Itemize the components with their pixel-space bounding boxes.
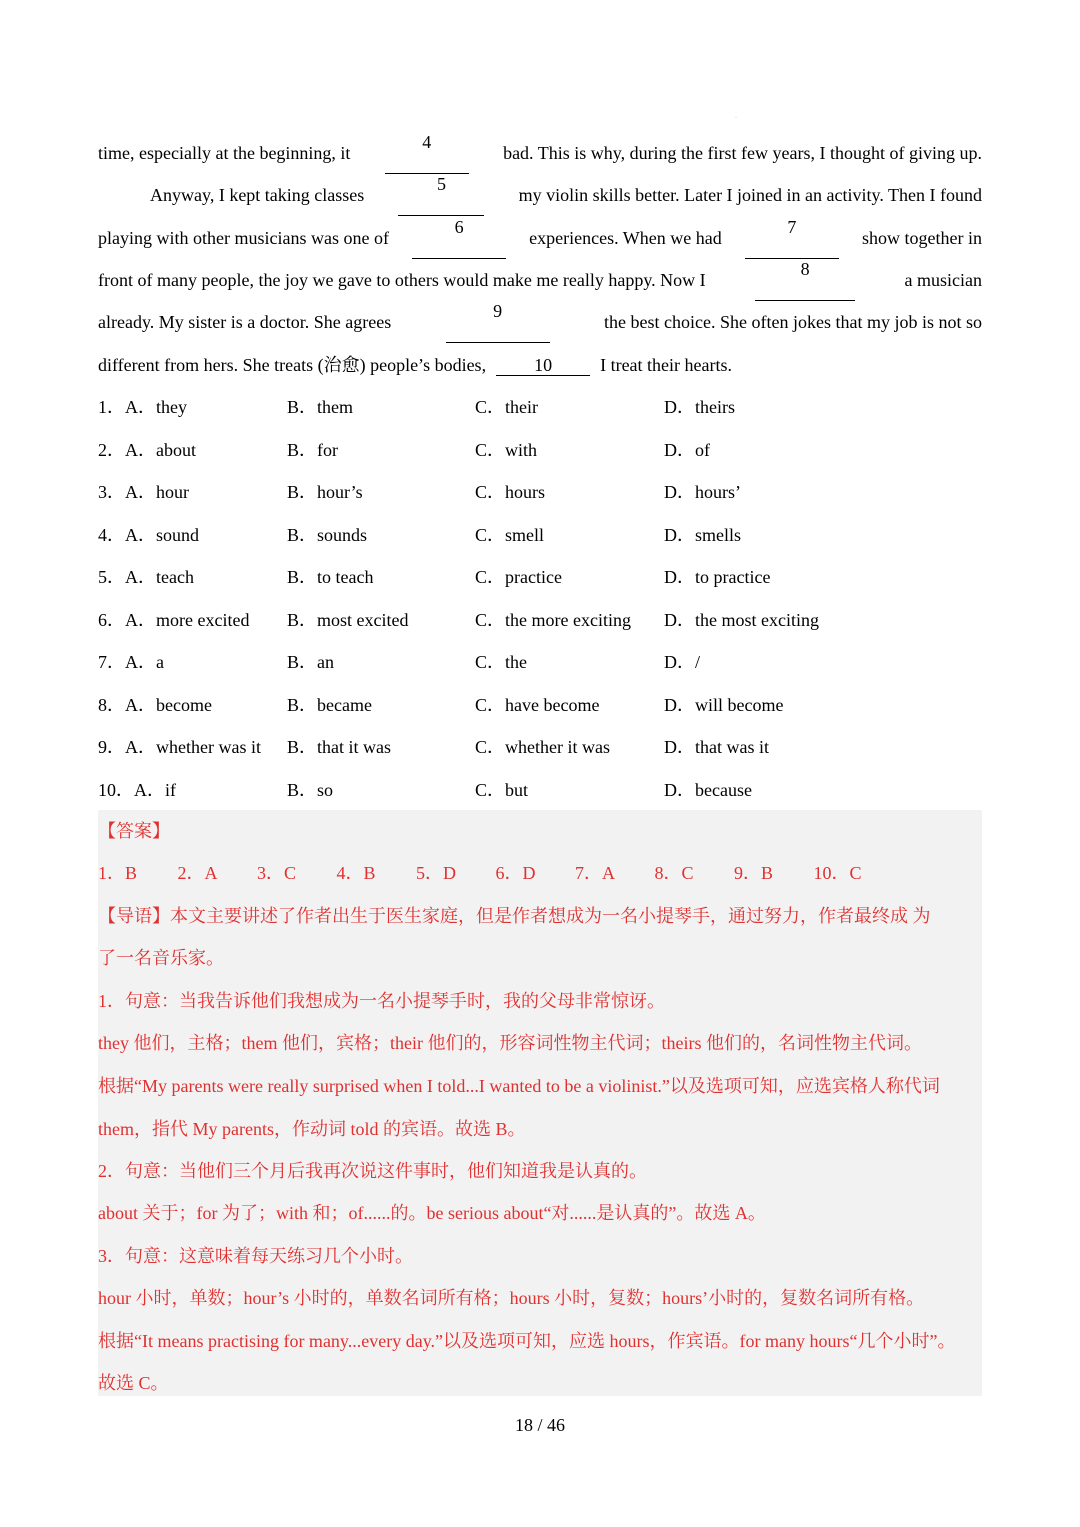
option-d: D．theirs: [664, 397, 735, 417]
option-c: C．with: [475, 439, 538, 460]
answer-key: 10．C: [813, 863, 862, 883]
answer-keys: [98, 852, 982, 895]
text: Anyway, I kept taking classes: [150, 185, 365, 205]
option-c: C．practice: [475, 567, 562, 587]
option-row: [98, 599, 982, 642]
text: the best choice. She often jokes that my job is not so: [604, 312, 982, 332]
answer-key: 8．C: [654, 863, 694, 883]
text: playing with other musicians was one of: [98, 228, 389, 248]
option-row: [98, 556, 982, 599]
option-d: D．that was it: [664, 737, 769, 757]
scan-dot: ·: [735, 115, 737, 121]
options-list: [98, 386, 982, 811]
blank-7: 7: [745, 217, 839, 259]
option-a: 4．A．sound: [98, 524, 200, 545]
text: a musician: [904, 270, 982, 290]
answer-key: 4．B: [336, 863, 376, 883]
q1-explain-3: them，指代 My parents，作动词 told 的宾语。故选 B。: [98, 1119, 526, 1139]
q3-explain-2: 根据“It means practising for many...every day.”以及选项可知，应选 hours，作宾语。for many hours“几个小时”。: [98, 1331, 956, 1351]
option-row: [98, 471, 982, 514]
page-number: 18 / 46: [514, 1415, 565, 1435]
option-b: B．for: [287, 439, 338, 460]
blank-5: 5: [398, 174, 484, 216]
passage-line-5: [98, 301, 982, 343]
blank-10: 10: [496, 355, 590, 376]
option-a: 6．A．more excited: [98, 609, 250, 630]
intro-line-1: 【导语】本文主要讲述了作者出生于医生家庭，但是作者想成为一名小提琴手，通过努力，作者最终成 为: [98, 906, 931, 926]
option-d: D．/: [664, 652, 700, 672]
option-d: D．smells: [664, 524, 742, 545]
option-a: 10．A．if: [98, 779, 176, 800]
option-d: D．of: [664, 439, 710, 460]
answer-key: 7．A: [575, 863, 615, 883]
text: bad. This is why, during the first few years, I thought of giving up.: [503, 143, 982, 163]
option-c: C．smell: [475, 524, 545, 545]
text: different from hers. She treats (治愈) people’s bodies,: [98, 355, 487, 375]
option-b: B．hour’s: [287, 482, 363, 502]
text: my violin skills better. Later I joined in an activity. Then I found: [518, 185, 982, 205]
q2-title: 2．句意：当他们三个月后我再次说这件事时，他们知道我是认真的。: [98, 1161, 647, 1181]
q3-explain-1: hour 小时，单数；hour’s 小时的，单数名词所有格；hours 小时，复数；hours’小时的，复数名词所有格。: [98, 1288, 925, 1308]
option-row: [98, 726, 982, 769]
answer-key: 9．B: [734, 863, 774, 883]
option-c: C．have become: [475, 694, 600, 715]
option-b: B．so: [287, 779, 334, 800]
blank-9: 9: [446, 301, 550, 343]
text: experiences. When we had: [529, 228, 722, 248]
option-b: B．most excited: [287, 609, 409, 630]
option-row: [98, 641, 982, 684]
option-b: B．to teach: [287, 567, 374, 587]
option-b: B．them: [287, 397, 353, 417]
q3-explain-3: 故选 C。: [98, 1373, 169, 1393]
option-d: D．because: [664, 779, 752, 800]
text: show together in: [861, 228, 982, 248]
option-c: C．the: [475, 652, 527, 672]
passage-line-4: [98, 259, 982, 301]
text: already. My sister is a doctor. She agrees: [98, 312, 392, 332]
option-row: [98, 386, 982, 429]
answer-key: 6．D: [495, 863, 536, 883]
option-d: D．will become: [664, 694, 784, 715]
option-row: [98, 514, 982, 557]
option-c: C．whether it was: [475, 737, 610, 757]
option-b: B．became: [287, 694, 372, 715]
option-a: 8．A．become: [98, 694, 212, 715]
text: I treat their hearts.: [600, 355, 733, 375]
text: time, especially at the beginning, it: [98, 143, 351, 163]
intro-line-2: 了一名音乐家。: [98, 948, 224, 968]
option-row: [98, 769, 982, 812]
option-d: D．hours’: [664, 482, 741, 502]
option-row: [98, 429, 982, 472]
option-a: 9．A．whether was it: [98, 737, 261, 757]
option-c: C．the more exciting: [475, 609, 631, 630]
answer-key: 1．B: [98, 863, 138, 883]
q2-explain-1: about 关于；for 为了；with 和；of......的。be serious about“对......是认真的”。故选 A。: [98, 1203, 766, 1223]
answer-key: 3．C: [257, 863, 297, 883]
answer-key: 5．D: [416, 863, 456, 883]
blank-4: 4: [385, 132, 469, 174]
option-b: B．sounds: [287, 524, 368, 545]
option-a: 2．A．about: [98, 439, 196, 460]
answer-heading: 【答案】: [98, 821, 170, 841]
answer-key: 2．A: [177, 863, 218, 883]
option-a: 3．A．hour: [98, 482, 189, 502]
option-c: C．but: [475, 779, 529, 800]
option-d: D．to practice: [664, 567, 771, 587]
option-b: B．that it was: [287, 737, 391, 757]
option-a: 5．A．teach: [98, 567, 194, 587]
text: front of many people, the joy we gave to others would make me really happy. Now I: [98, 270, 706, 290]
option-d: D．the most exciting: [664, 609, 819, 630]
option-a: 7．A．a: [98, 652, 164, 672]
option-c: C．hours: [475, 482, 546, 502]
passage-line-1: [98, 132, 982, 174]
option-row: [98, 684, 982, 727]
passage-line-2: [150, 174, 982, 216]
option-c: C．their: [475, 397, 538, 417]
option-a: 1．A．they: [98, 397, 187, 417]
blank-8: 8: [755, 259, 855, 301]
blank-6: 6: [412, 217, 506, 259]
q1-title: 1．句意：当我告诉他们我想成为一名小提琴手时，我的父母非常惊讶。: [98, 991, 665, 1011]
passage-line-6: [98, 344, 982, 386]
q1-explain-2: 根据“My parents were really surprised when I told...I wanted to be a violinist.”以及选项可知，应选宾格人称代词: [98, 1076, 940, 1096]
option-b: B．an: [287, 652, 334, 672]
q3-title: 3．句意：这意味着每天练习几个小时。: [98, 1246, 413, 1266]
q1-explain-1: they 他们，主格；them 他们，宾格；their 他们的，形容词性物主代词；theirs 他们的，名词性物主代词。: [98, 1033, 922, 1053]
passage-line-3: [98, 217, 982, 259]
